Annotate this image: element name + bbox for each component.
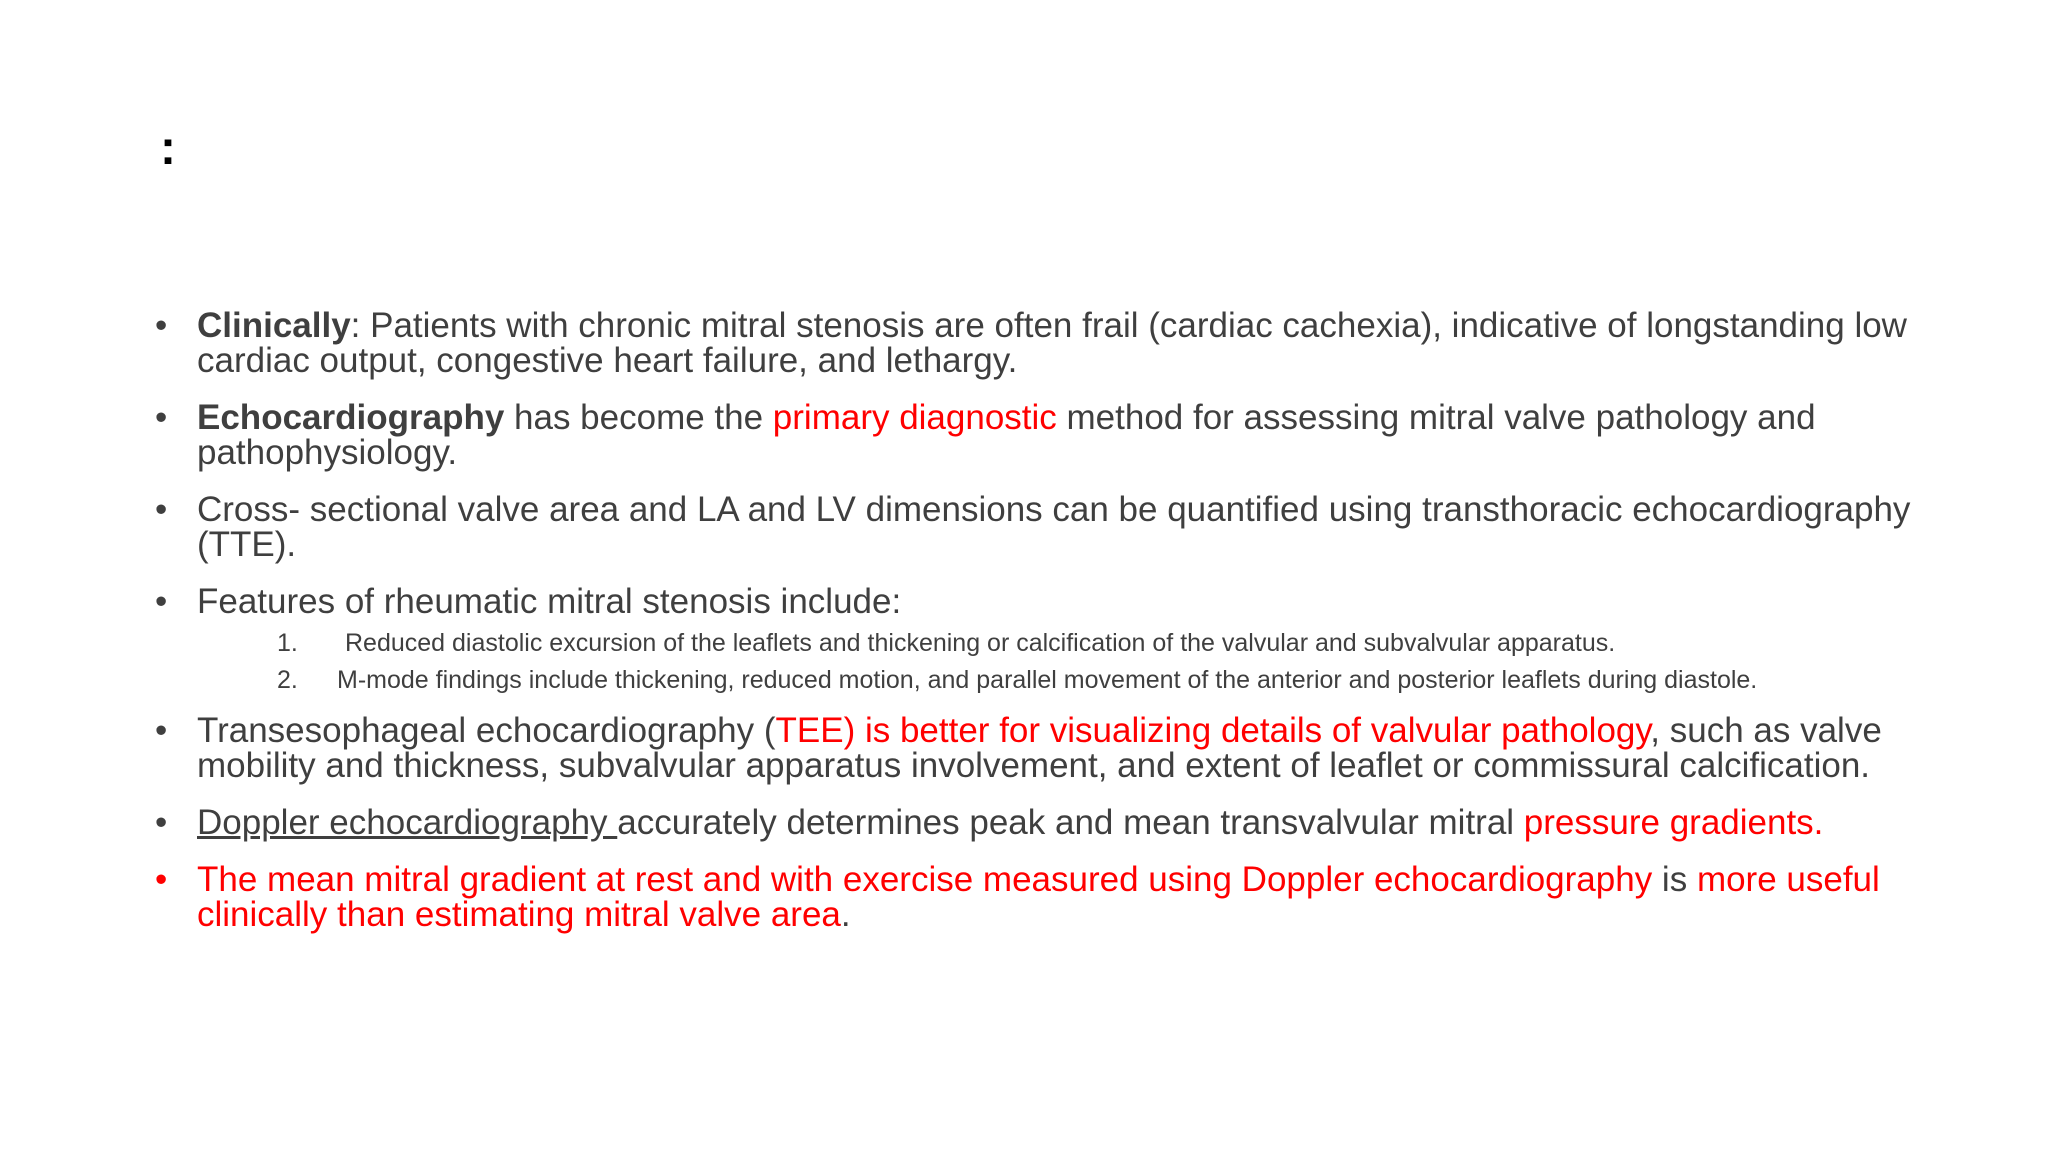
list-item [197, 662, 1945, 699]
list-item [197, 625, 1945, 662]
bullet-text-underlined: Doppler echocardiography [197, 803, 618, 842]
bullet-text: has become the [504, 398, 773, 437]
bullet-dot-icon: • [155, 711, 168, 750]
bullet-text: Features of rheumatic mitral stenosis include: [197, 582, 902, 621]
bullet-dot-icon: • [155, 306, 168, 345]
bullet-text: , such as valve mobility and thickness, subvalvular apparatus involvement, and extent of leaflet or commissural calcification. [197, 711, 1882, 785]
bullet-text-highlight: primary diagnostic [772, 398, 1057, 437]
bullet-text-highlight: TEE) is better for visualizing details of valvular pathology [775, 711, 1651, 750]
bullet-text: Cross- sectional valve area and LA and LV dimensions can be quantified using transthoracic echocardiography (TTE). [197, 490, 1911, 564]
bullet-text-highlight: more useful clinically than estimating mitral valve area [197, 860, 1880, 934]
slide-title: : [160, 122, 176, 175]
bullet-text-bold: Echocardiography [197, 398, 505, 437]
bullet-text: Transesophageal echocardiography ( [197, 711, 776, 750]
bullet-text: . [840, 895, 851, 934]
bullet-mean-gradient [155, 862, 1945, 932]
bullet-text-bold: Clinically [197, 306, 351, 345]
list-item-number: 1. [277, 629, 298, 657]
list-item-text: Reduced diastolic excursion of the leaflets and thickening or calcification of the valvular and subvalvular apparatus. [345, 629, 1616, 657]
bullet-text-highlight: pressure gradients. [1523, 803, 1824, 842]
bullet-dot-icon: • [155, 860, 168, 899]
bullet-echocardiography [155, 400, 1945, 470]
bullet-list [155, 308, 1945, 954]
bullet-cross-sectional [155, 492, 1945, 562]
bullet-text: accurately determines peak and mean transvalvular mitral [617, 803, 1524, 842]
bullet-dot-icon: • [155, 398, 168, 437]
bullet-tee [155, 713, 1945, 783]
bullet-text: is [1652, 860, 1697, 899]
list-item-text: M-mode findings include thickening, reduced motion, and parallel movement of the anterior and posterior leaflets during diastole. [337, 666, 1758, 694]
list-item-number: 2. [277, 666, 298, 694]
bullet-features [155, 584, 1945, 699]
bullet-clinically [155, 308, 1945, 378]
bullet-text: method for assessing mitral valve pathology and pathophysiology. [197, 398, 1816, 472]
numbered-sublist [197, 625, 1945, 699]
bullet-dot-icon: • [155, 582, 168, 621]
bullet-text-highlight: The mean mitral gradient at rest and with exercise measured using Doppler echocardiography [197, 860, 1653, 899]
bullet-text: : Patients with chronic mitral stenosis are often frail (cardiac cachexia), indicative of longstanding low cardiac output, congestive heart failure, and lethargy. [197, 306, 1907, 380]
bullet-dot-icon: • [155, 490, 168, 529]
bullet-doppler [155, 805, 1945, 840]
bullet-dot-icon: • [155, 803, 168, 842]
